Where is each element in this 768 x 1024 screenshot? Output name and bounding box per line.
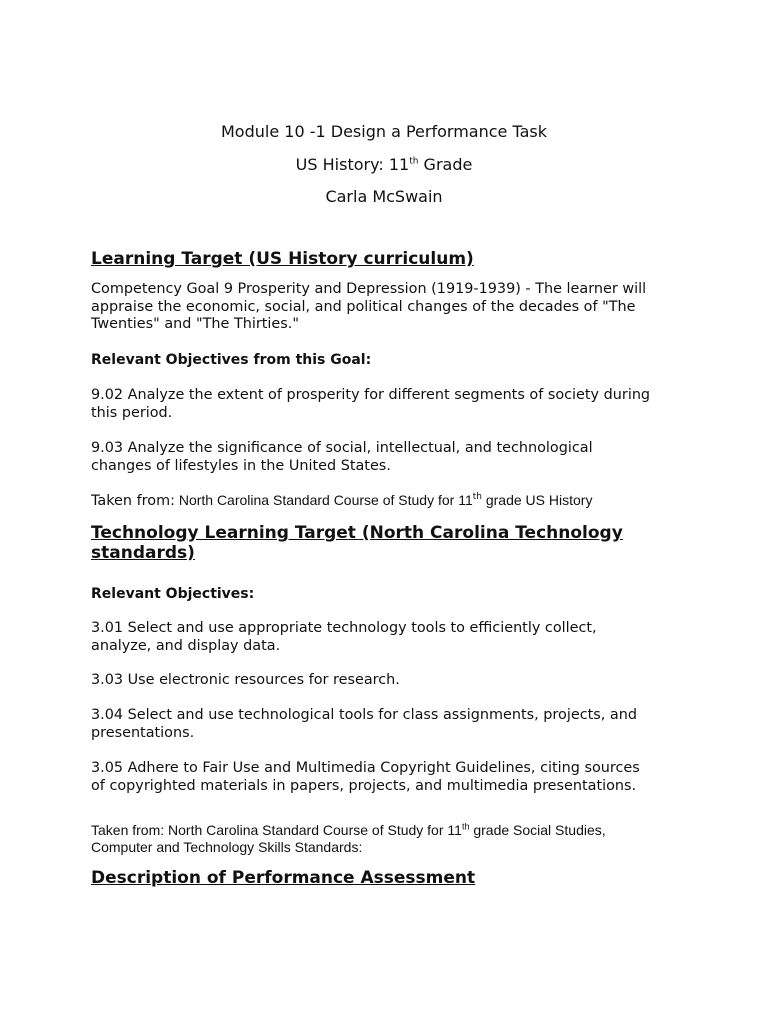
technology-heading-line-2: standards) [91,543,195,563]
technology-source [91,822,691,856]
author-name: Carla McSwain [325,187,443,206]
technology-source-text-1: Taken from: North Carolina Standard Course of Study for 11 [91,822,462,838]
course-superscript: th [409,156,419,167]
technology-source-text-2: grade Social Studies, [469,822,606,838]
document-title: Module 10 -1 Design a Performance Task [221,122,547,141]
source-text-2: grade US History [481,492,593,508]
competency-goal-line-1: Competency Goal 9 Prosperity and Depression (1919-1939) - The learner will [91,281,647,297]
technology-target-heading [91,523,691,563]
course-line [0,155,768,175]
objective-3-04-line-1: 3.04 Select and use technological tools for class assignments, projects, and [91,707,637,723]
source-text-1: North Carolina Standard Course of Study for 11 [174,492,473,508]
competency-goal-paragraph [91,281,691,334]
objective-3-05-line-1: 3.05 Adhere to Fair Use and Multimedia Copyright Guidelines, citing sources [91,760,640,776]
source-superscript: th [472,492,482,503]
objective-3-01 [91,620,691,655]
technology-source-line-1 [91,822,691,839]
objective-3-01-line-2: analyze, and display data. [91,637,281,654]
technology-source-line-2: Computer and Technology Skills Standards: [91,839,363,855]
competency-goal-line-2: appraise the economic, social, and political changes of the decades of "The [91,298,636,315]
learning-target-heading: Learning Target (US History curriculum) [91,249,474,269]
objective-3-04-line-2: presentations. [91,724,195,741]
objective-9-03 [91,440,691,475]
technology-heading-line-1: Technology Learning Target (North Carolina Technology [91,523,623,543]
assessment-heading: Description of Performance Assessment [91,868,476,888]
objective-3-05-line-2: of copyrighted materials in papers, projects, and multimedia presentations. [91,777,637,794]
objective-3-03 [91,672,691,690]
objective-9-02-line-1: 9.02 Analyze the extent of prosperity for different segments of society during [91,387,651,403]
objective-9-03-line-2: changes of lifestyles in the United States. [91,457,391,474]
objective-3-04 [91,707,691,742]
objective-3-01-line-1: 3.01 Select and use appropriate technology tools to efficiently collect, [91,620,597,636]
course-prefix: US History: 11 [295,155,410,174]
relevant-objectives-goal-heading: Relevant Objectives from this Goal: [91,352,372,368]
competency-goal-line-3: Twenties" and "The Thirties." [91,316,299,332]
objective-9-02 [91,387,691,422]
us-history-source [91,492,691,511]
course-suffix: Grade [418,155,473,174]
technology-source-superscript: th [461,821,470,832]
relevant-objectives-heading: Relevant Objectives: [91,586,255,602]
objective-3-05 [91,760,691,795]
source-prefix: Taken from: [91,493,175,509]
objective-9-03-line-1: 9.03 Analyze the significance of social, intellectual, and technological [91,440,593,456]
objective-3-03-line-1: 3.03 Use electronic resources for research. [91,672,400,688]
objective-9-02-line-2: this period. [91,404,173,421]
